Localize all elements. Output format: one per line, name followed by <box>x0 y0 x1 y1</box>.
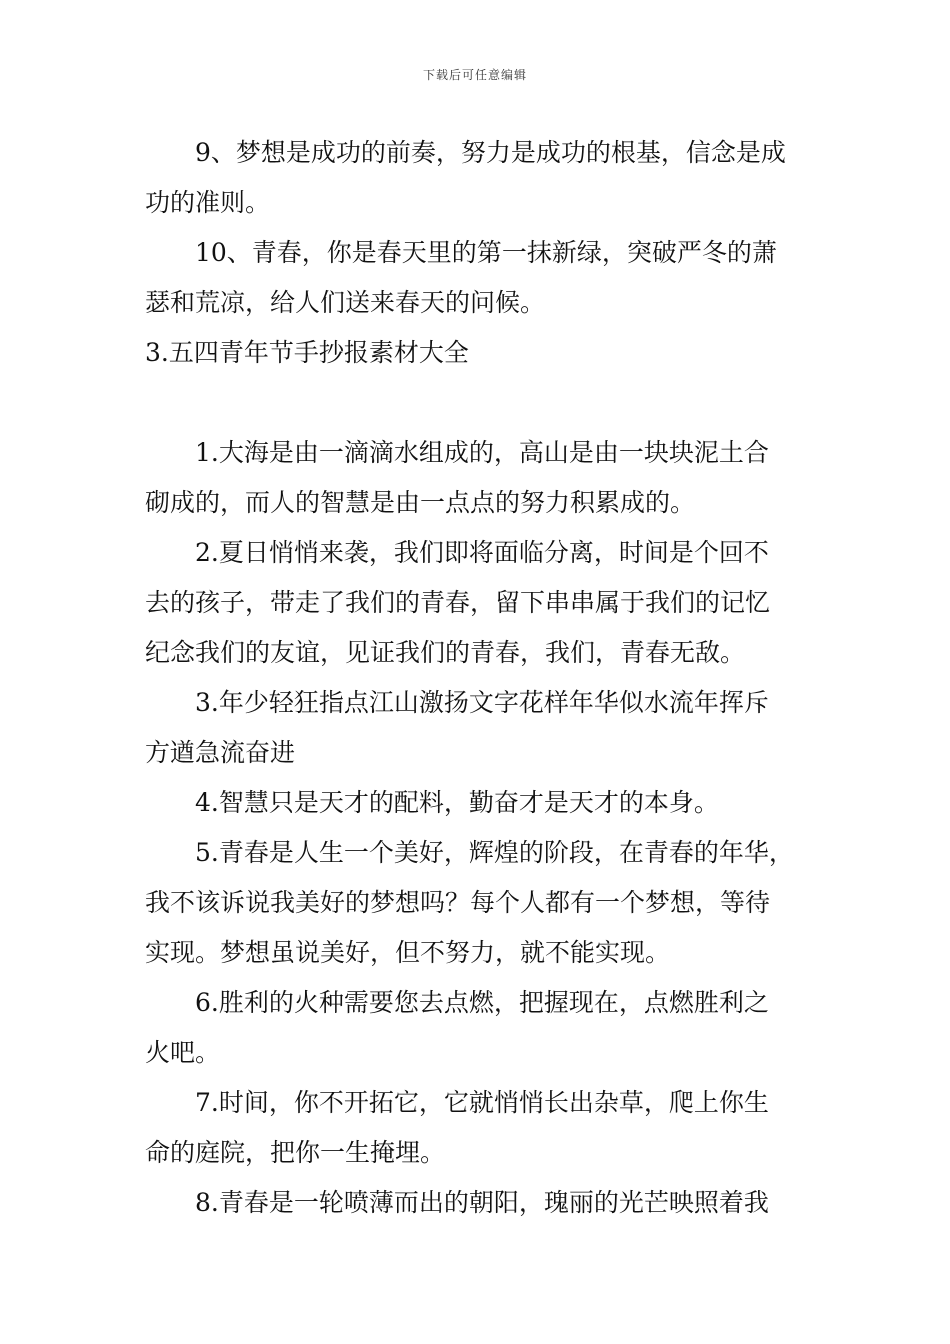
paragraph-item-4 <box>145 778 810 828</box>
section-heading: 3.五四青年节手抄报素材大全 <box>145 338 469 367</box>
paragraph-item-7 <box>145 1078 810 1178</box>
document-body <box>145 128 810 1228</box>
paragraph-line: 命的庭院，把你一生掩埋。 <box>145 1138 446 1167</box>
paragraph-line: 我不该诉说我美好的梦想吗？每个人都有一个梦想，等待 <box>145 888 771 917</box>
paragraph-line: 实现。梦想虽说美好，但不努力，就不能实现。 <box>145 938 671 967</box>
paragraph-line: 9、梦想是成功的前奏，努力是成功的根基，信念是成 <box>195 138 786 167</box>
paragraph-line: 去的孩子，带走了我们的青春，留下串串属于我们的记忆 <box>145 588 771 617</box>
header-note: 下载后可任意编辑 <box>422 68 527 82</box>
paragraph-line: 功的准则。 <box>145 188 271 217</box>
paragraph-line: 纪念我们的友谊，见证我们的青春，我们，青春无敌。 <box>145 638 746 667</box>
paragraph-item-3 <box>145 678 810 778</box>
paragraph-item-9 <box>145 128 810 228</box>
paragraph-line: 瑟和荒凉，给人们送来春天的问候。 <box>145 288 546 317</box>
paragraph-item-10 <box>145 228 810 328</box>
paragraph-line: 4.智慧只是天才的配料，勤奋才是天才的本身。 <box>195 788 719 817</box>
paragraph-item-5 <box>145 828 810 978</box>
paragraph-line: 6.胜利的火种需要您去点燃，把握现在，点燃胜利之 <box>195 988 769 1017</box>
paragraph-line: 7.时间，你不开拓它，它就悄悄长出杂草，爬上你生 <box>195 1088 769 1117</box>
paragraph-line: 2.夏日悄悄来袭，我们即将面临分离，时间是个回不 <box>195 538 769 567</box>
paragraph-line: 砌成的，而人的智慧是由一点点的努力积累成的。 <box>145 488 696 517</box>
paragraph-line: 8.青春是一轮喷薄而出的朝阳，瑰丽的光芒映照着我 <box>195 1188 769 1217</box>
paragraph-item-1 <box>145 428 810 528</box>
paragraph-item-2 <box>145 528 810 678</box>
blank-spacer <box>145 378 810 428</box>
paragraph-item-8 <box>145 1178 810 1228</box>
paragraph-line: 方遒急流奋进 <box>145 738 296 767</box>
paragraph-line: 1.大海是由一滴滴水组成的，高山是由一块块泥土合 <box>195 438 769 467</box>
paragraph-line: 3.年少轻狂指点江山激扬文字花样年华似水流年挥斥 <box>195 688 769 717</box>
paragraph-line: 10、青春，你是春天里的第一抹新绿，突破严冬的萧 <box>195 238 777 267</box>
paragraph-line: 5.青春是人生一个美好，辉煌的阶段，在青春的年华， <box>195 838 794 867</box>
paragraph-line: 火吧。 <box>145 1038 221 1067</box>
paragraph-item-6 <box>145 978 810 1078</box>
